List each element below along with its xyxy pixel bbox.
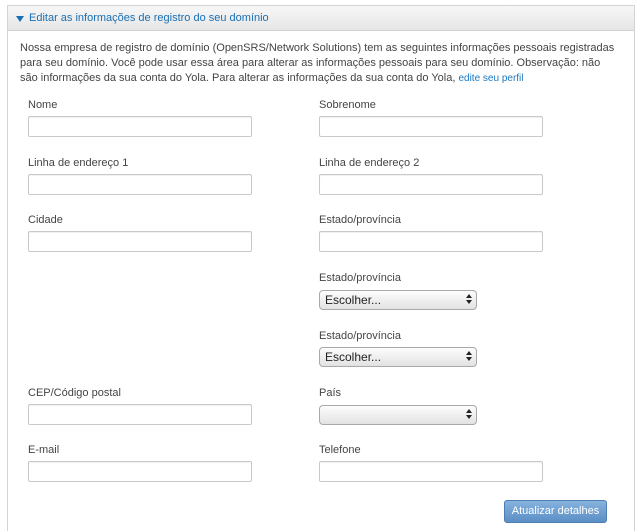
state-select2-label: Estado/província	[319, 330, 401, 342]
state-select1-label: Estado/província	[319, 272, 401, 284]
phone-input[interactable]	[319, 461, 543, 482]
select-arrows-icon	[466, 294, 472, 304]
select-arrows-icon	[466, 409, 472, 419]
state-label: Estado/província	[319, 214, 401, 226]
address1-label: Linha de endereço 1	[28, 157, 129, 169]
address2-label: Linha de endereço 2	[319, 157, 420, 169]
address2-input[interactable]	[319, 174, 543, 195]
phone-label: Telefone	[319, 444, 361, 456]
postal-label: CEP/Código postal	[28, 387, 121, 399]
postal-input[interactable]	[28, 404, 252, 425]
first-name-label: Nome	[28, 99, 58, 111]
country-select[interactable]	[319, 405, 477, 425]
last-name-label: Sobrenome	[319, 99, 376, 111]
update-details-button[interactable]: Atualizar detalhes	[504, 500, 607, 523]
email-label: E-mail	[28, 444, 60, 456]
intro-text	[20, 41, 620, 86]
edit-profile-link[interactable]: edite seu perfil	[458, 73, 524, 84]
panel-title[interactable]: Editar as informações de registro do seu domínio	[29, 12, 269, 24]
panel-header[interactable]	[8, 6, 634, 31]
state-select1[interactable]	[319, 290, 477, 310]
first-name-input[interactable]	[28, 116, 252, 137]
last-name-input[interactable]	[319, 116, 543, 137]
city-label: Cidade	[28, 214, 63, 226]
address1-input[interactable]	[28, 174, 252, 195]
state-select2-value: Escolher...	[325, 350, 382, 364]
city-input[interactable]	[28, 231, 252, 252]
state-input[interactable]	[319, 231, 543, 252]
select-arrows-icon	[466, 351, 472, 361]
intro-paragraph: Nossa empresa de registro de domínio (OpenSRS/Network Solutions) tem as seguintes informações pessoais registradas para seu domínio. Você pode usar essa área para alterar as informações pessoais para seu domínio. Observação: não são informações da sua conta do Yola. Para alterar as informações da sua conta do Yola,	[20, 42, 615, 84]
expand-triangle-icon[interactable]	[16, 16, 24, 22]
email-input[interactable]	[28, 461, 252, 482]
state-select1-value: Escolher...	[325, 293, 382, 307]
state-select2[interactable]	[319, 347, 477, 367]
country-label: País	[319, 387, 342, 399]
